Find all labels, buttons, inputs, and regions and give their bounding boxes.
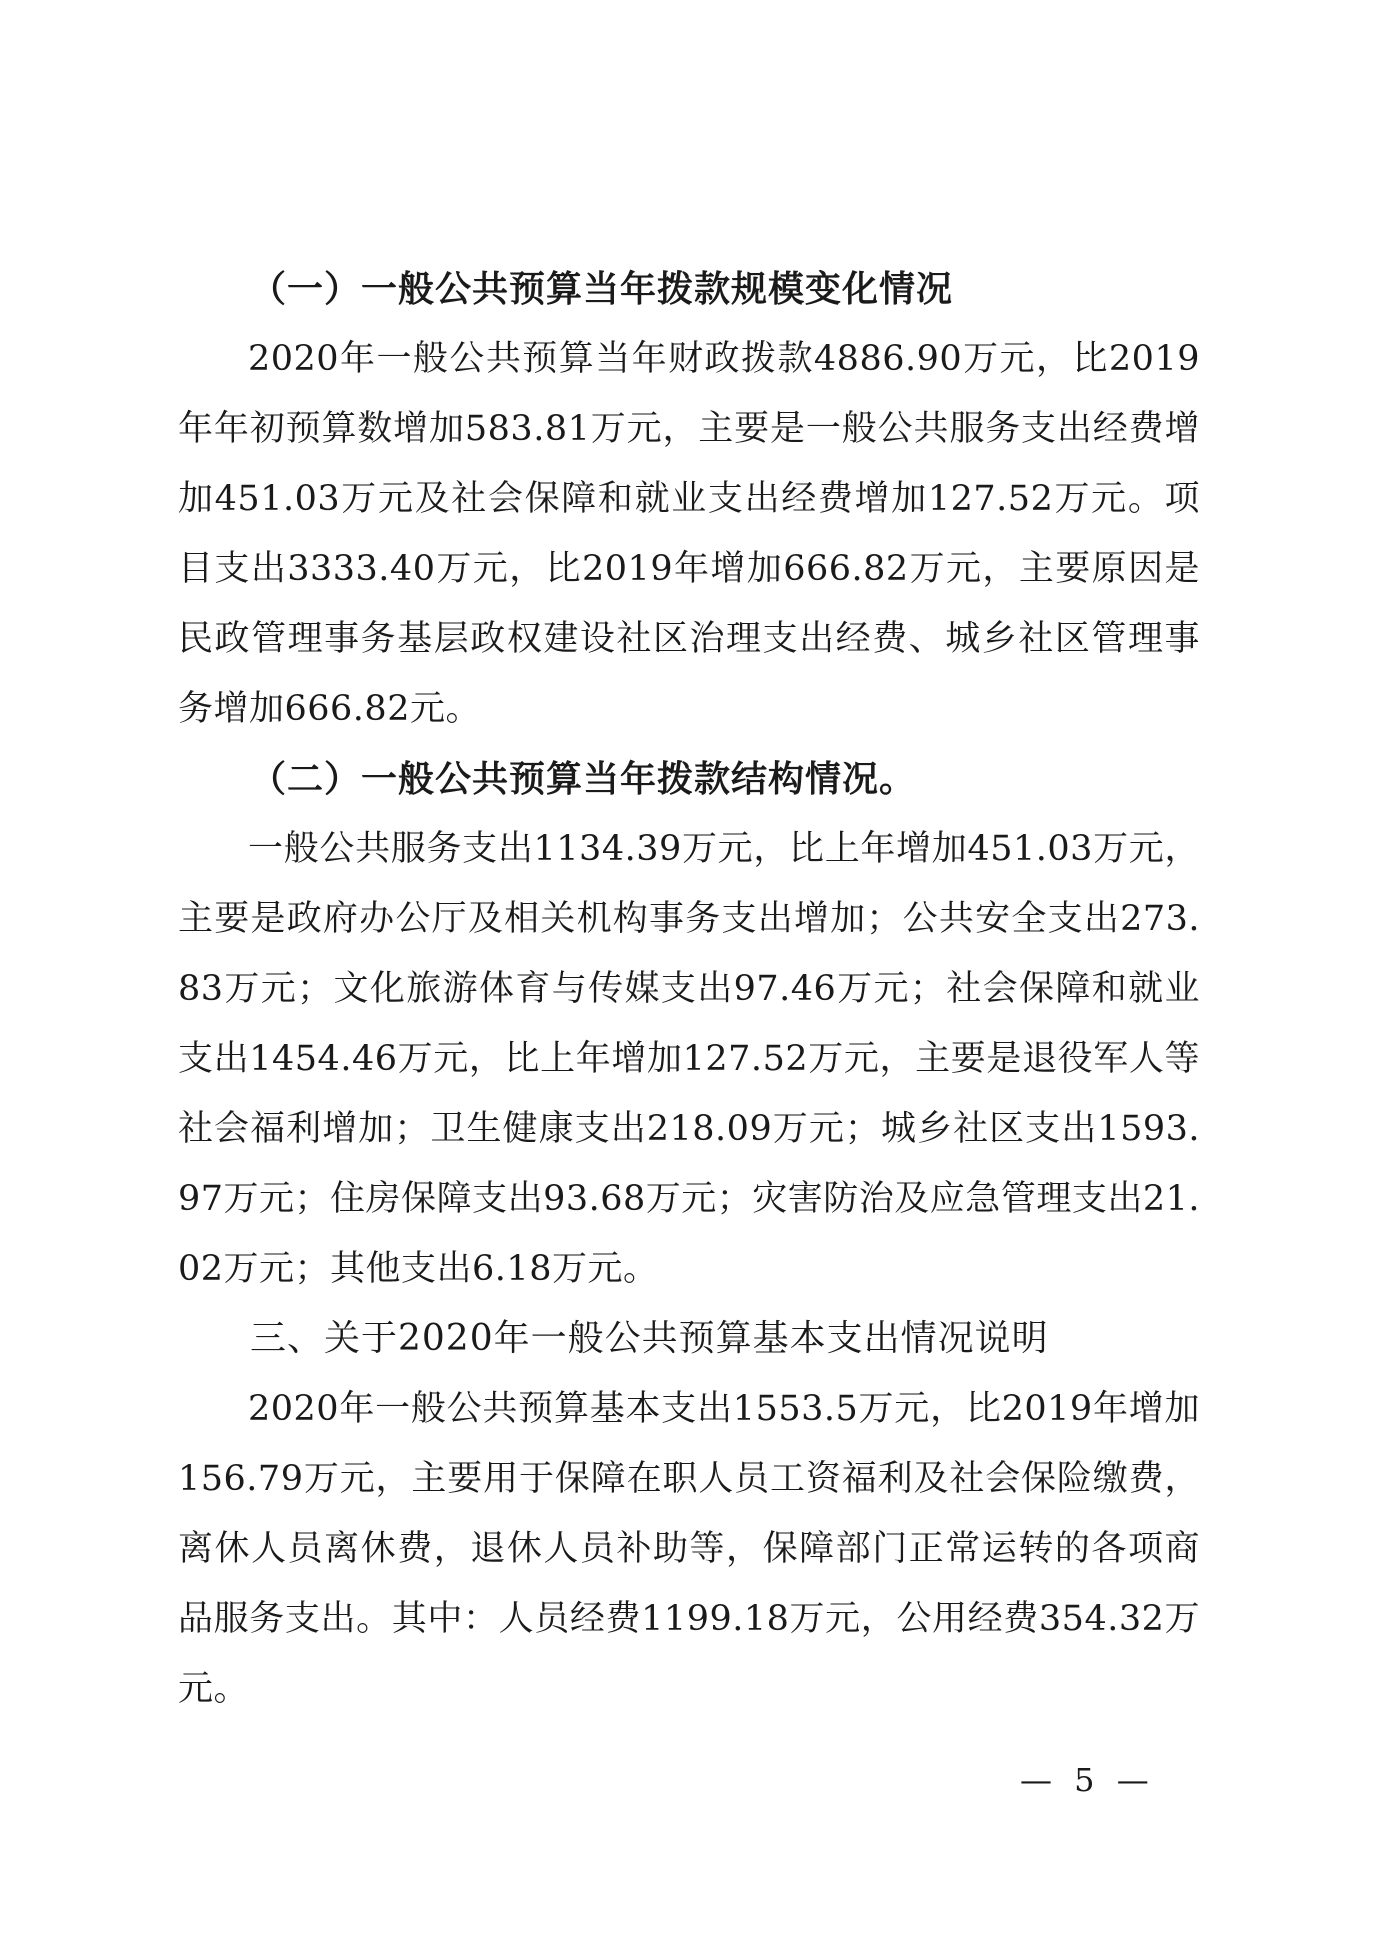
paragraph-1: 2020年一般公共预算当年财政拨款4886.90万元，比2019年年初预算数增加583.81万元，主要是一般公共服务支出经费增加451.03万元及社会保障和就业支出经费增加127.52万元。项目支出3333.40万元，比2019年增加666.82万元，主要原因是民政管理事务基层政权建设社区治理支出经费、城乡社区管理事务增加666.82元。 [178, 339, 1200, 729]
section-heading-1: （一）一般公共预算当年拨款规模变化情况 [250, 268, 954, 310]
paragraph-2: 一般公共服务支出1134.39万元，比上年增加451.03万元，主要是政府办公厅及相关机构事务支出增加；公共安全支出273.83万元；文化旅游体育与传媒支出97.46万元；社会保障和就业支出1454.46万元，比上年增加127.52万元，主要是退役军人等社会福利增加；卫生健康支出218.09万元；城乡社区支出1593.97万元；住房保障支出93.68万元；灾害防治及应急管理支出21.02万元；其他支出6.18万元。 [178, 829, 1200, 1289]
section-heading-3: 三、关于2020年一般公共预算基本支出情况说明 [250, 1318, 1049, 1359]
page-number: — 5 — [1020, 1761, 1155, 1799]
document-body [178, 254, 1200, 1724]
paragraph-3: 2020年一般公共预算基本支出1553.5万元，比2019年增加156.79万元，主要用于保障在职人员工资福利及社会保险缴费，离休人员离休费，退休人员补助等，保障部门正常运转的各项商品服务支出。其中：人员经费1199.18万元，公用经费354.32万元。 [178, 1389, 1200, 1709]
section-heading-2: （二）一般公共预算当年拨款结构情况。 [250, 758, 917, 800]
